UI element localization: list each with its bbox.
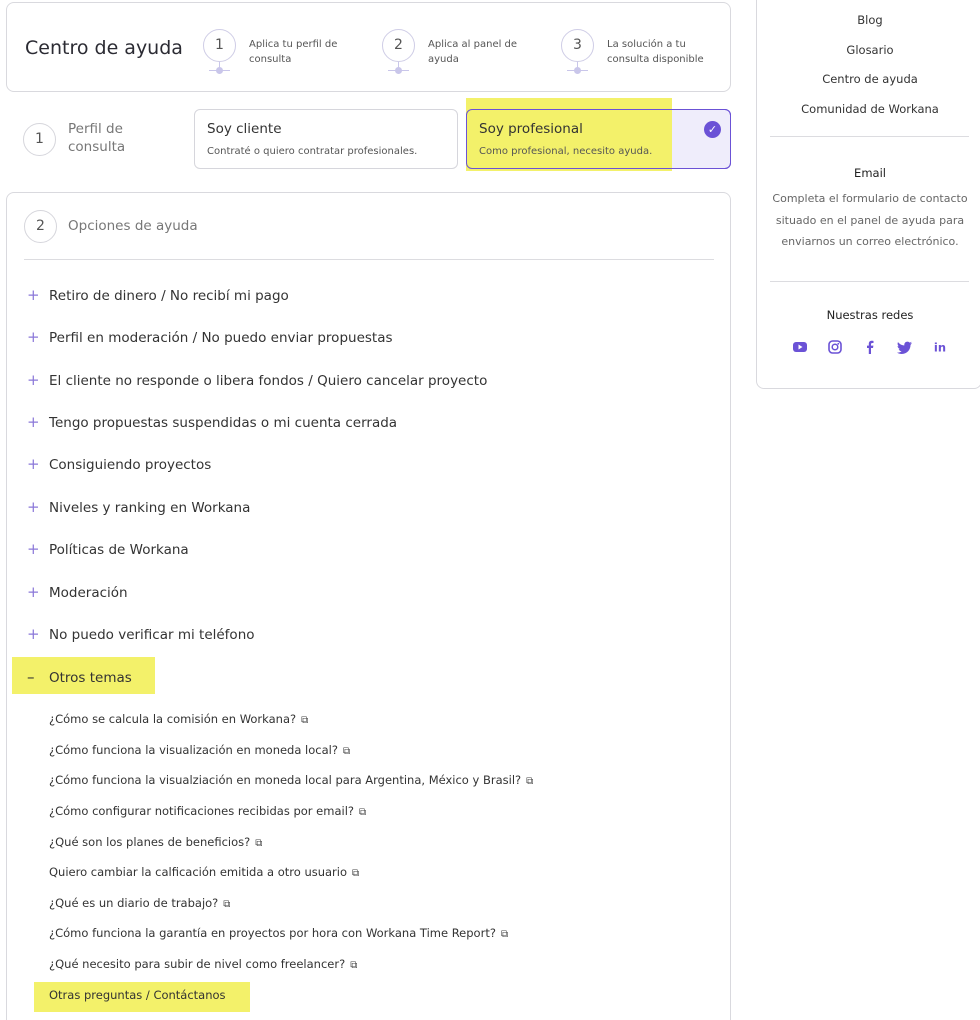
plus-icon: +	[27, 455, 40, 473]
social-title: Nuestras redes	[826, 308, 914, 322]
svg-text:in: in	[934, 340, 947, 354]
help-link[interactable]: Quiero cambiar la calficación emitida a otro usuario ⧉	[49, 865, 360, 879]
external-link-icon: ⧉	[500, 929, 509, 940]
help-link[interactable]: ¿Cómo funciona la garantía en proyectos por hora con Workana Time Report? ⧉	[49, 926, 509, 940]
accordion-item[interactable]: + No puedo verificar mi teléfono	[27, 625, 255, 643]
help-link[interactable]: ¿Qué necesito para subir de nivel como freelancer? ⧉	[49, 957, 358, 971]
accordion-item[interactable]: + Niveles y ranking en Workana	[27, 498, 251, 516]
help-link[interactable]: ¿Qué son los planes de beneficios? ⧉	[49, 835, 263, 849]
accordion-item[interactable]: + Tengo propuestas suspendidas o mi cuenta cerrada	[27, 413, 398, 431]
sidebar	[756, 0, 980, 389]
accordion-item[interactable]: + Políticas de Workana	[27, 540, 189, 558]
option-soy-cliente[interactable]	[194, 109, 458, 169]
step-dot	[216, 67, 223, 74]
step-number: 3	[561, 29, 594, 62]
option-title: Soy cliente	[207, 121, 282, 137]
external-link-icon: ⧉	[352, 868, 360, 879]
step-number: 1	[203, 29, 236, 62]
divider	[770, 281, 969, 282]
help-link[interactable]: ¿Cómo configurar notificaciones recibidas por email? ⧉	[49, 804, 367, 818]
check-icon: ✓	[704, 121, 721, 138]
sidebar-link-centro-ayuda[interactable]: Centro de ayuda	[822, 72, 918, 86]
step-number: 2	[382, 29, 415, 62]
external-link-icon: ⧉	[359, 807, 367, 818]
external-link-icon: ⧉	[223, 899, 231, 910]
plus-icon: +	[27, 498, 40, 516]
help-link[interactable]: ¿Qué es un diario de trabajo? ⧉	[49, 896, 231, 910]
email-title: Email	[854, 166, 886, 180]
option-description: Contraté o quiero contratar profesionales.	[207, 146, 418, 157]
help-step-number: 2	[24, 210, 57, 243]
contact-link[interactable]: Otras preguntas / Contáctanos	[49, 988, 226, 1002]
accordion-item[interactable]: + Moderación	[27, 583, 128, 601]
step-dot	[395, 67, 402, 74]
plus-icon: +	[27, 413, 40, 431]
page-title: Centro de ayuda	[25, 37, 183, 59]
plus-icon: +	[27, 583, 40, 601]
step-text: Aplica al panel de ayuda	[428, 39, 518, 65]
plus-icon: +	[27, 371, 40, 389]
accordion-item[interactable]: + Retiro de dinero / No recibí mi pago	[27, 286, 289, 304]
divider	[24, 259, 714, 260]
accordion-item[interactable]: + El cliente no responde o libera fondos / Quiero cancelar proyecto	[27, 371, 488, 389]
plus-icon: +	[27, 625, 40, 643]
external-link-icon: ⧉	[255, 838, 263, 849]
minus-icon: –	[27, 668, 35, 686]
help-link[interactable]: ¿Cómo se calcula la comisión en Workana? ⧉	[49, 712, 309, 726]
external-link-icon: ⧉	[526, 776, 534, 787]
external-link-icon: ⧉	[350, 960, 358, 971]
help-center-header	[6, 2, 731, 92]
sidebar-link-blog[interactable]: Blog	[857, 13, 883, 27]
help-section-label: Opciones de ayuda	[68, 218, 198, 234]
email-description: Completa el formulario de contacto situado en el panel de ayuda para enviarnos un correo electrónico.	[772, 192, 968, 248]
plus-icon: +	[27, 286, 40, 304]
help-link[interactable]: ¿Cómo funciona la visualziación en moneda local para Argentina, México y Brasil? ⧉	[49, 773, 534, 787]
plus-icon: +	[27, 328, 40, 346]
option-title: Soy profesional	[479, 121, 583, 137]
external-link-icon: ⧉	[342, 746, 351, 757]
profile-section-label: Perfil de consulta	[68, 121, 126, 155]
option-description: Como profesional, necesito ayuda.	[479, 146, 653, 157]
plus-icon: +	[27, 540, 40, 558]
accordion-item-otros-temas[interactable]: – Otros temas	[27, 668, 132, 686]
help-link[interactable]: ¿Cómo funciona la visualización en moneda local? ⧉	[49, 743, 351, 757]
linkedin-icon[interactable]	[930, 339, 950, 355]
step-text: La solución a tu consulta disponible	[607, 39, 704, 65]
youtube-icon[interactable]	[790, 339, 810, 355]
sidebar-link-glosario[interactable]: Glosario	[846, 43, 894, 57]
twitter-icon[interactable]	[895, 339, 915, 355]
instagram-icon[interactable]	[825, 339, 845, 355]
social-links	[757, 336, 980, 355]
option-soy-profesional-content[interactable]	[466, 109, 731, 169]
sidebar-link-comunidad[interactable]: Comunidad de Workana	[801, 102, 939, 116]
profile-step-number: 1	[23, 123, 56, 156]
step-dot	[574, 67, 581, 74]
divider	[770, 136, 969, 137]
accordion-item[interactable]: + Perfil en moderación / No puedo enviar propuestas	[27, 328, 393, 346]
accordion-item[interactable]: + Consiguiendo proyectos	[27, 455, 212, 473]
help-options-card	[6, 192, 731, 1020]
step-text: Aplica tu perfil de consulta	[249, 39, 338, 65]
external-link-icon: ⧉	[301, 715, 309, 726]
facebook-icon[interactable]	[860, 339, 880, 355]
